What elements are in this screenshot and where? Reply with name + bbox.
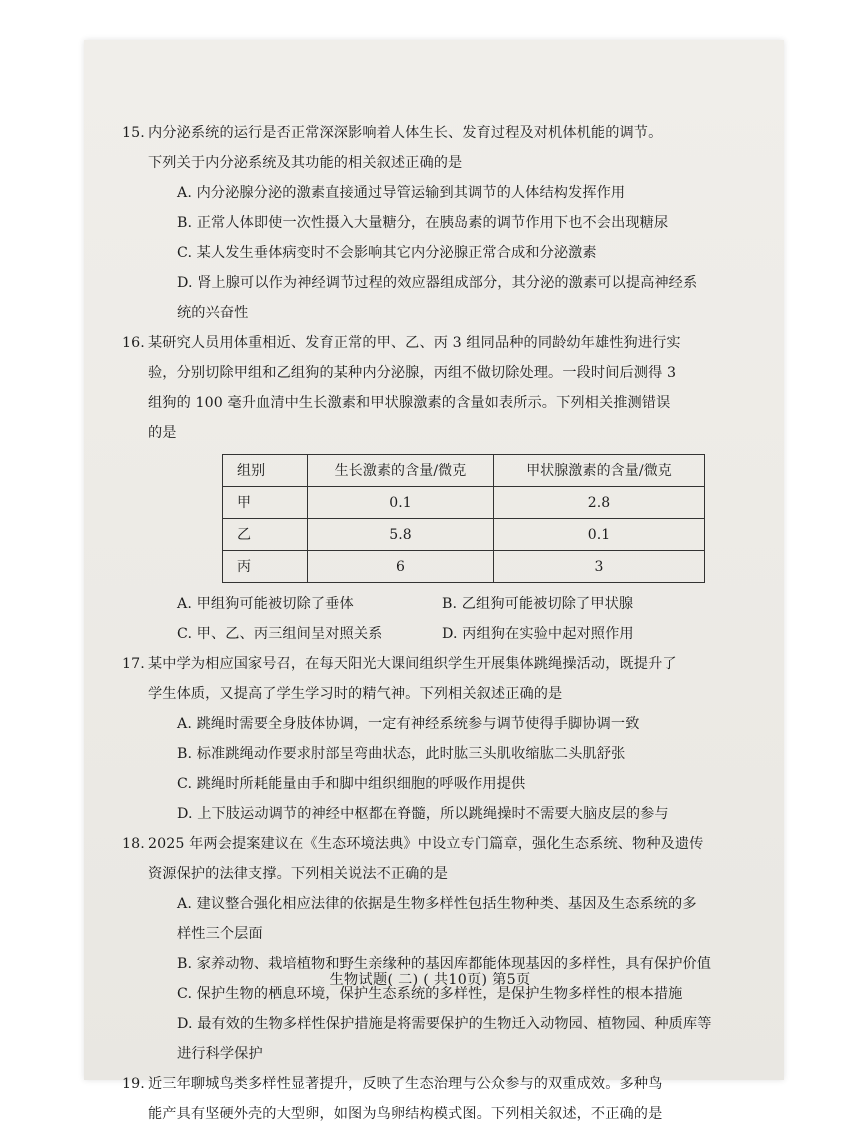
option-b: B. 家养动物、栽培植物和野生亲缘种的基因库都能体现基因的多样性，具有保护价值	[177, 956, 712, 972]
option-c: C. 某人发生垂体病变时不会影响其它内分泌腺正常合成和分泌激素	[177, 245, 597, 261]
question-number: 19.	[122, 1076, 145, 1092]
table-cell: 3	[494, 551, 705, 583]
option-d-continued: 统的兴奋性	[177, 305, 249, 321]
question-stem: 组狗的 100 毫升血清中生长激素和甲状腺激素的含量如表所示。下列相关推测错误	[148, 395, 671, 411]
question-16	[122, 328, 738, 649]
table-cell: 丙	[223, 551, 308, 583]
option-c: C. 甲、乙、丙三组间呈对照关系	[177, 626, 383, 642]
table-cell: 0.1	[308, 487, 494, 519]
page-footer: 生物试题( 二) ( 共10页) 第5页	[329, 972, 531, 988]
option-b: B. 正常人体即使一次性摄入大量糖分，在胰岛素的调节作用下也不会出现糖尿	[177, 215, 669, 231]
question-number: 17.	[122, 656, 145, 672]
table-header-row	[223, 455, 705, 487]
table-cell: 6	[308, 551, 494, 583]
option-c: C. 跳绳时所耗能量由手和脚中组织细胞的呼吸作用提供	[177, 776, 526, 792]
option-a: A. 跳绳时需要全身肢体协调，一定有神经系统参与调节使得手脚协调一致	[177, 716, 640, 732]
option-d: D. 最有效的生物多样性保护措施是将需要保护的生物迁入动物园、植物园、种质库等	[177, 1016, 712, 1032]
question-number: 16.	[122, 335, 145, 351]
table-header: 甲状腺激素的含量/微克	[494, 455, 705, 487]
hormone-table	[222, 454, 705, 583]
question-number: 18.	[122, 836, 145, 852]
question-19	[122, 1069, 738, 1129]
table-row	[223, 519, 705, 551]
option-d-continued: 进行科学保护	[177, 1046, 263, 1062]
question-stem: 某中学为相应国家号召，在每天阳光大课间组织学生开展集体跳绳操活动，既提升了	[148, 656, 677, 672]
table-cell: 乙	[223, 519, 308, 551]
table-cell: 2.8	[494, 487, 705, 519]
option-a-continued: 样性三个层面	[177, 926, 263, 942]
question-17	[122, 649, 738, 829]
table-row	[223, 487, 705, 519]
table-cell: 甲	[223, 487, 308, 519]
option-a: A. 甲组狗可能被切除了垂体	[177, 596, 354, 612]
question-18	[122, 829, 738, 1069]
table-header: 组别	[223, 455, 308, 487]
question-stem: 内分泌系统的运行是否正常深深影响着人体生长、发育过程及对机体机能的调节。	[148, 125, 663, 141]
option-a: A. 建议整合强化相应法律的依据是生物多样性包括生物种类、基因及生态系统的多	[177, 896, 697, 912]
question-stem: 验，分别切除甲组和乙组狗的某种内分泌腺，丙组不做切除处理。一段时间后测得 3	[148, 365, 677, 381]
option-d: D. 上下肢运动调节的神经中枢都在脊髓，所以跳绳操时不需要大脑皮层的参与	[177, 806, 669, 822]
option-d: D. 丙组狗在实验中起对照作用	[442, 626, 634, 642]
question-15	[122, 118, 738, 328]
table-cell: 5.8	[308, 519, 494, 551]
option-row	[148, 619, 738, 649]
option-d: D. 肾上腺可以作为神经调节过程的效应器组成部分，其分泌的激素可以提高神经系	[177, 275, 698, 291]
table-header: 生长激素的含量/微克	[308, 455, 494, 487]
option-b: B. 标准跳绳动作要求肘部呈弯曲状态，此时肱三头肌收缩肱二头肌舒张	[177, 746, 626, 762]
question-stem: 下列关于内分泌系统及其功能的相关叙述正确的是	[148, 155, 463, 171]
option-a: A. 内分泌腺分泌的激素直接通过导管运输到其调节的人体结构发挥作用	[177, 185, 626, 201]
option-b: B. 乙组狗可能被切除了甲状腺	[442, 596, 634, 612]
question-stem: 的是	[148, 425, 177, 441]
question-number: 15.	[122, 125, 145, 141]
question-stem: 某研究人员用体重相近、发育正常的甲、乙、丙 3 组同品种的同龄幼年雄性狗进行实	[148, 335, 681, 351]
option-row	[148, 589, 738, 619]
table-row	[223, 551, 705, 583]
question-stem: 资源保护的法律支撑。下列相关说法不正确的是	[148, 866, 449, 882]
question-stem: 能产具有坚硬外壳的大型卵，如图为鸟卵结构模式图。下列相关叙述，不正确的是	[148, 1106, 663, 1122]
question-stem: 近三年聊城鸟类多样性显著提升，反映了生态治理与公众参与的双重成效。多种鸟	[148, 1076, 663, 1092]
question-stem: 学生体质，又提高了学生学习时的精气神。下列相关叙述正确的是	[148, 686, 563, 702]
option-c: C. 保护生物的栖息环境，保护生态系统的多样性，是保护生物多样性的根本措施	[177, 986, 683, 1002]
question-stem: 2025 年两会提案建议在《生态环境法典》中设立专门篇章，强化生态系统、物种及遗传	[148, 836, 704, 852]
table-cell: 0.1	[494, 519, 705, 551]
